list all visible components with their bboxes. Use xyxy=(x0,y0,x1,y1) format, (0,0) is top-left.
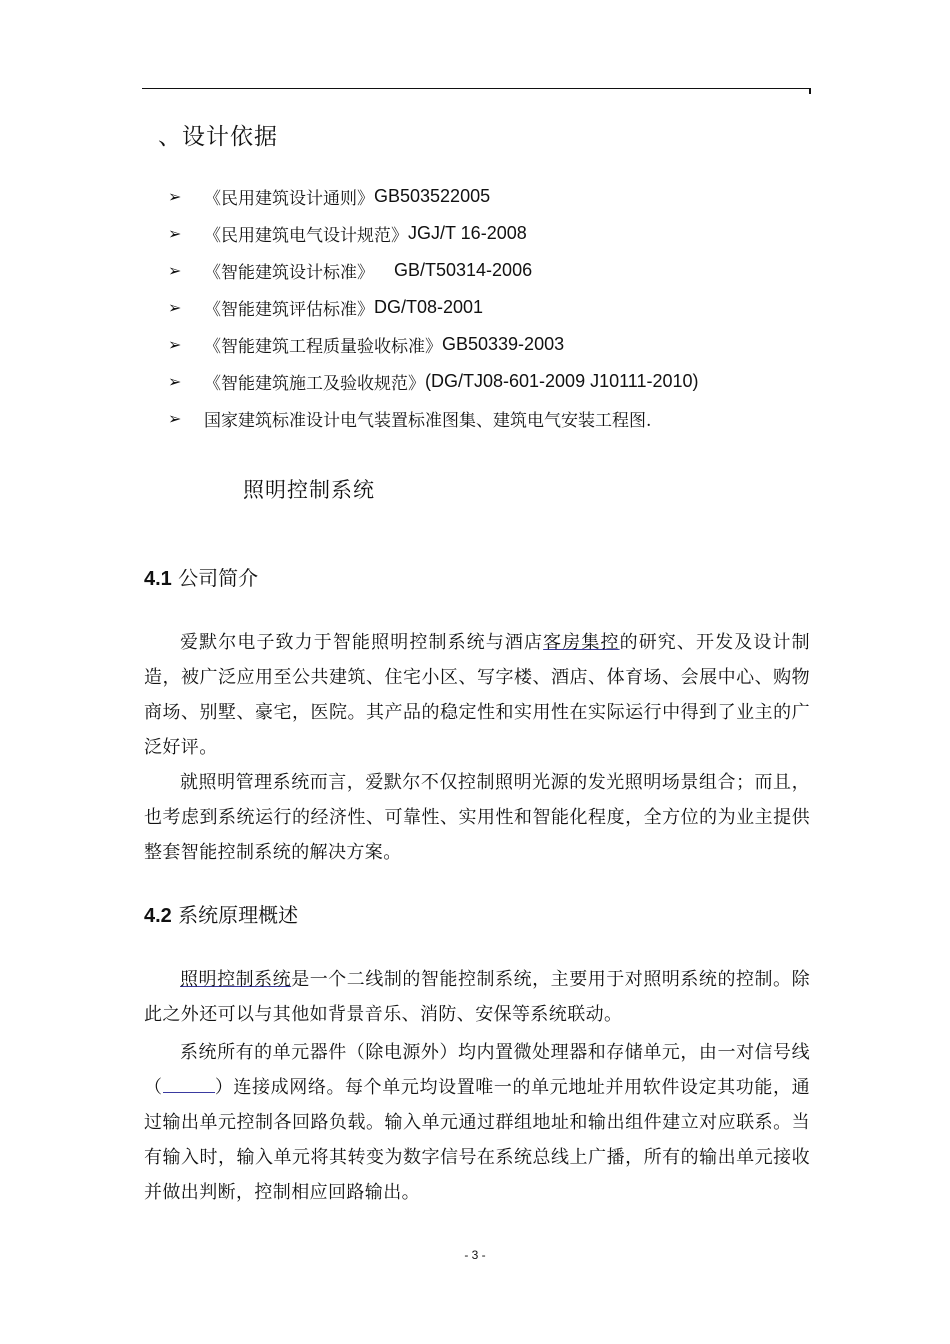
header-rule xyxy=(142,88,810,89)
paragraph-company-intro: 爱默尔电子致力于智能照明控制系统与酒店客房集控的研究、开发及设计制造，被广泛应用至公共建筑、住宅小区、写字楼、酒店、体育场、会展中心、购物商场、别墅、豪宅，医院。其产品的稳定性和实用性在实际运行中得到了业主的广泛好评。 xyxy=(144,632,810,758)
link-room-control[interactable]: 客房集控 xyxy=(543,632,620,653)
heading-4-2: 4.2 系统原理概述 xyxy=(144,903,299,927)
list-item: ➢ 《智能建筑设计标准》 GB/T50314-2006 xyxy=(168,260,533,283)
section-title: 照明控制系统 xyxy=(243,478,375,502)
arrow-bullet-icon: ➢ xyxy=(168,372,182,391)
list-item: ➢ 《智能建筑评估标准》 DG/T08-2001 xyxy=(168,297,484,320)
arrow-bullet-icon: ➢ xyxy=(168,261,182,280)
arrow-bullet-icon: ➢ xyxy=(168,409,182,428)
arrow-bullet-icon: ➢ xyxy=(168,224,182,243)
blank-underline xyxy=(163,1072,215,1093)
list-item: ➢ 《民用建筑电气设计规范》 JGJ/T 16-2008 xyxy=(168,223,527,246)
paragraph-system-principle: 系统所有的单元器件（除电源外）均内置微处理器和存储单元，由一对信号线（ ）连接成网络。每个单元均设置唯一的单元地址并用软件设定其功能，通过输出单元控制各回路负载。输入单元通过群组地址和输出组件建立对应联系。当有输入时，输入单元将其转变为数字信号在系统总线上广播，所有的输出单元接收并做出判断，控制相应回路输出。 xyxy=(144,1042,810,1203)
arrow-bullet-icon: ➢ xyxy=(168,335,182,354)
paragraph-system-overview: 照明控制系统是一个二线制的智能控制系统，主要用于对照明系统的控制。除此之外还可以与其他如背景音乐、消防、安保等系统联动。 xyxy=(144,969,810,1025)
list-item: ➢ 国家建筑标准设计电气装置标准图集、建筑电气安装工程图. xyxy=(168,409,652,431)
list-item: ➢ 《智能建筑工程质量验收标准》 GB50339-2003 xyxy=(168,334,565,357)
arrow-bullet-icon: ➢ xyxy=(168,187,182,206)
link-lighting-control-system[interactable]: 照明控制系统 xyxy=(180,969,292,990)
header-rule-tick xyxy=(809,88,811,94)
list-item: ➢ 《智能建筑施工及验收规范》 (DG/TJ08-601-2009 J10111-2010) xyxy=(168,371,699,394)
arrow-bullet-icon: ➢ xyxy=(168,298,182,317)
heading-design-basis: 、设计依据 xyxy=(158,124,278,150)
paragraph-lighting-management: 就照明管理系统而言，爱默尔不仅控制照明光源的发光照明场景组合；而且，也考虑到系统运行的经济性、可靠性、实用性和智能化程度，全方位的为业主提供整套智能控制系统的解决方案。 xyxy=(144,772,810,863)
heading-4-1: 4.1 公司简介 xyxy=(144,566,259,590)
page-number: - 3 - xyxy=(464,1248,486,1262)
list-item: ➢ 《民用建筑设计通则》 GB503522005 xyxy=(168,186,491,209)
reference-list xyxy=(168,178,699,437)
